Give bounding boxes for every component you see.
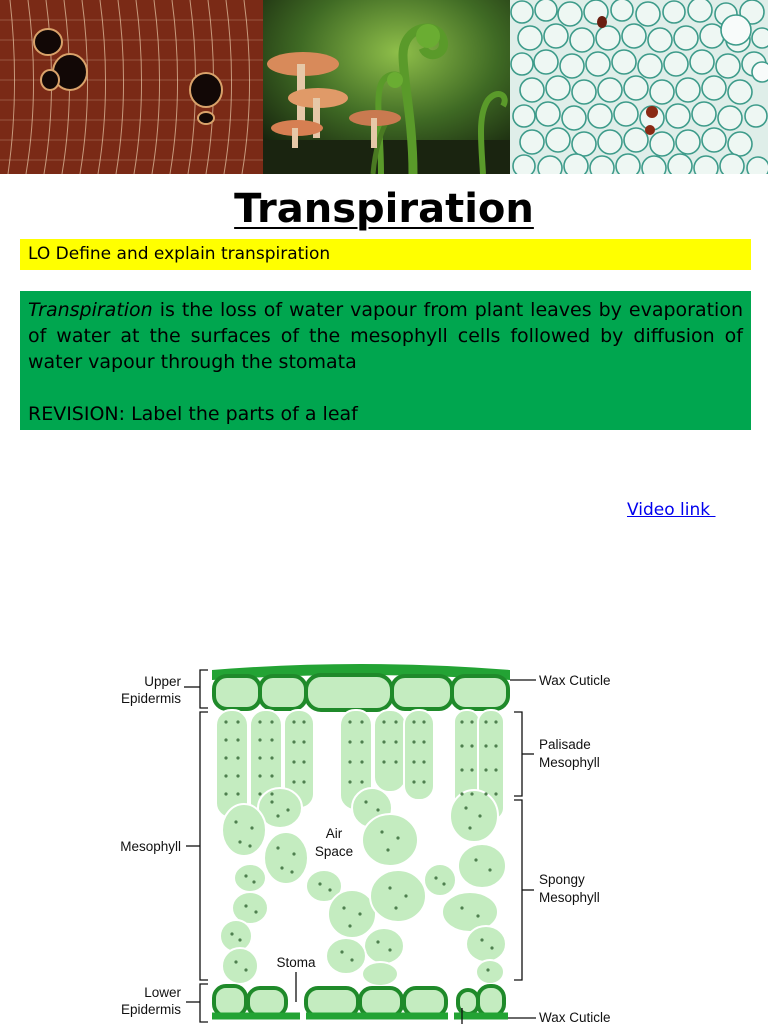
revision-instruction: REVISION: Label the parts of a leaf: [28, 403, 358, 425]
label-wax-cuticle-bottom: Wax Cuticle: [539, 1010, 611, 1024]
label-wax-cuticle-top: Wax Cuticle: [539, 673, 611, 688]
label-upper-epidermis-line2: Epidermis: [120, 691, 181, 706]
slide-title: Transpiration: [234, 186, 534, 232]
definition-body: is the loss of water vapour from plant leaves by evaporation of water at the surfaces of the mesophyll cells followed by diffusion of water vapour through the stomata: [28, 299, 743, 373]
label-spongy-line1: Spongy: [539, 872, 585, 887]
leaf-cross-section-diagram: [0, 650, 768, 1024]
video-link[interactable]: Video link: [627, 500, 716, 520]
label-palisade-line2: Mesophyll: [539, 755, 600, 770]
lower-epidermis-cells: [214, 986, 504, 1016]
header-banner: [0, 0, 768, 174]
fungi-fern-photo-image: [263, 0, 510, 174]
label-air-space-line2: Space: [314, 844, 354, 859]
plant-cell-micrograph-image: [510, 0, 768, 174]
definition-term: Transpiration: [28, 299, 153, 321]
label-upper-epidermis-line1: Upper: [144, 674, 181, 689]
label-air-space-line1: Air: [325, 826, 343, 841]
definition-box: [20, 291, 751, 430]
label-spongy-line2: Mesophyll: [539, 890, 600, 905]
definition-text: [28, 297, 743, 375]
learning-objective: LO Define and explain transpiration: [20, 239, 751, 270]
spongy-cells: [220, 788, 506, 986]
label-stoma: Stoma: [276, 955, 316, 970]
upper-epidermis-cells: [214, 675, 508, 710]
label-palisade-line1: Palisade: [539, 737, 591, 752]
label-lower-epidermis-line1: Lower: [144, 985, 181, 1000]
label-mesophyll: Mesophyll: [120, 839, 181, 854]
wood-micrograph-image: [0, 0, 263, 174]
label-lower-epidermis-line2: Epidermis: [120, 1002, 181, 1017]
